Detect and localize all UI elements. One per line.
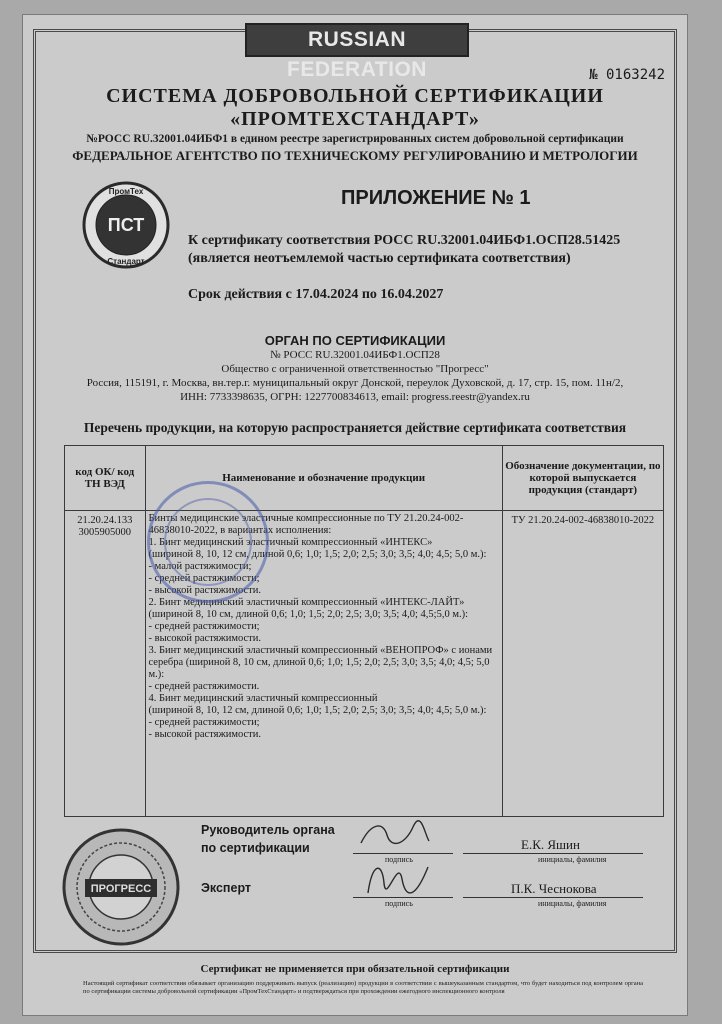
- fine-print: Настоящий сертификат соответствия обязывает организацию поддерживать выпуск (реализацию) продукции в соответствии с вышеуказанным стандартом, что будет находиться под контролем органа по сертификации системы добровольной сертификации «ПромТехСтандарт» и подтверждаться при прохождении ежегодного инспекционного контроля: [83, 980, 643, 995]
- organ-address: Россия, 115191, г. Москва, вн.тер.г. муниципальный округ Донской, переулок Духовской, д. 17, стр. 15, пом. 11н/2,: [86, 377, 624, 389]
- product-table: [64, 445, 664, 817]
- logo-bottom-text: Стандарт: [107, 257, 145, 266]
- footer-note: Сертификат не применяется при обязательной сертификации: [200, 963, 510, 975]
- product-line: - высокой растяжимости.: [148, 633, 261, 644]
- product-line: (шириной 8, 10, 12 см, длиной 0,6; 1,0; 1,5; 2,0; 2,5; 3,0; 3,5; 4,0; 4,5; 5,0 м.):: [148, 705, 487, 716]
- head-signature-icon: [353, 815, 433, 853]
- serial-number: № 0163242: [589, 67, 665, 83]
- head-signature-caption: подпись: [385, 855, 413, 864]
- head-name: Е.К. Яшин: [521, 837, 580, 852]
- system-title: СИСТЕМА ДОБРОВОЛЬНОЙ СЕРТИФИКАЦИИ: [106, 85, 604, 107]
- product-list-title: Перечень продукции, на которую распространяется действие сертификата соответствия: [83, 420, 627, 435]
- agency-line: ФЕДЕРАЛЬНОЕ АГЕНТСТВО ПО ТЕХНИЧЕСКОМУ РЕГУЛИРОВАНИЮ И МЕТРОЛОГИИ: [72, 148, 638, 163]
- header-name: Наименование и обозначение продукции: [145, 446, 502, 511]
- header-standard: Обозначение документации, по которой выпускается продукция (стандарт): [502, 446, 663, 511]
- country-banner: RUSSIAN FEDERATION: [245, 23, 469, 57]
- head-label-2: по сертификации: [201, 841, 310, 855]
- organ-number: № РОСС RU.32001.04ИБФ1.ОСП28: [270, 349, 440, 361]
- validity-period: Срок действия с 17.04.2024 по 16.04.2027: [188, 287, 444, 302]
- product-line: (шириной 8, 10, 12 см, длиной 0,6; 1,0; 1,5; 2,0; 2,5; 3,0; 3,5; 4,0; 4,5; 5,0 м.):: [148, 549, 487, 560]
- head-name-line: [463, 853, 643, 854]
- expert-signature-caption: подпись: [385, 899, 413, 908]
- registry-line: №РОСС RU.32001.04ИБФ1 в едином реестре зарегистрированных систем добровольной сертификации: [86, 133, 624, 145]
- product-line: - средней растяжимости;: [148, 717, 260, 728]
- logo-top-text: ПромТех: [108, 187, 144, 196]
- product-line: (шириной 8, 10 см, длиной 0,6; 1,0; 1,5; 2,0; 2,5; 3,0; 3,5; 4,0; 4,5;5,0 м.):: [148, 609, 469, 620]
- head-name-caption: инициалы, фамилия: [538, 855, 607, 864]
- system-name: «ПРОМТЕХСТАНДАРТ»: [230, 108, 480, 130]
- promtekh-logo-icon: [81, 180, 171, 270]
- product-line: 4. Бинт медицинский эластичный компрессионный: [148, 693, 378, 704]
- product-line: 2. Бинт медицинский эластичный компрессионный «ИНТЕКС-ЛАЙТ»: [148, 597, 465, 608]
- header-code: код ОК/ код ТН ВЭД: [65, 446, 146, 511]
- expert-name-caption: инициалы, фамилия: [538, 899, 607, 908]
- product-line: - высокой растяжимости.: [148, 585, 261, 596]
- integral-part-note: (является неотъемлемой частью сертификата соответствия): [188, 251, 571, 266]
- seal-text: ПРОГРЕСС: [90, 883, 152, 895]
- product-line: - средней растяжимости.: [148, 681, 260, 692]
- product-line: 1. Бинт медицинский эластичный компрессионный «ИНТЕКС»: [148, 537, 433, 548]
- product-line: - средней растяжимости;: [148, 573, 260, 584]
- product-line: 3. Бинт медицинский эластичный компрессионный «ВЕНОПРОФ» с ионами серебра (шириной 8, 10 см, длиной 0,6; 1,0; 1,5; 2,0; 2,5; 3,0; 3,5; 4,0; 4,5; 5,0 м.):: [148, 645, 493, 680]
- organ-title: ОРГАН ПО СЕРТИФИКАЦИИ: [264, 333, 446, 348]
- expert-name-line: [463, 897, 643, 898]
- head-label: Руководитель органа: [201, 823, 335, 837]
- product-line: - высокой растяжимости.: [148, 729, 261, 740]
- product-line: - средней растяжимости;: [148, 621, 260, 632]
- product-description: [145, 511, 502, 817]
- organ-requisites: ИНН: 7733398635, ОГРН: 1227700834613, email: progress.reestr@yandex.ru: [180, 391, 530, 403]
- expert-label: Эксперт: [201, 881, 252, 895]
- progress-seal-icon: [61, 827, 181, 947]
- product-line: Бинты медицинские эластичные компрессионные по ТУ 21.20.24-002-46838010-2022, в вариантах исполнения:: [148, 513, 464, 536]
- expert-signature-icon: [358, 853, 438, 903]
- appendix-title: ПРИЛОЖЕНИЕ № 1: [341, 187, 531, 209]
- logo-mark: ПСТ: [107, 215, 145, 235]
- expert-name: П.К. Чеснокова: [511, 881, 597, 896]
- certificate-reference: К сертификату соответствия РОСС RU.32001.04ИБФ1.ОСП28.51425: [188, 233, 621, 248]
- product-standard: ТУ 21.20.24-002-46838010-2022: [502, 511, 663, 817]
- product-line: - малой растяжимости;: [148, 561, 252, 572]
- organ-company: Общество с ограниченной ответственностью "Прогресс": [221, 363, 489, 375]
- certificate-sheet: [22, 14, 688, 1016]
- product-code: 21.20.24.133 3005905000: [65, 511, 146, 817]
